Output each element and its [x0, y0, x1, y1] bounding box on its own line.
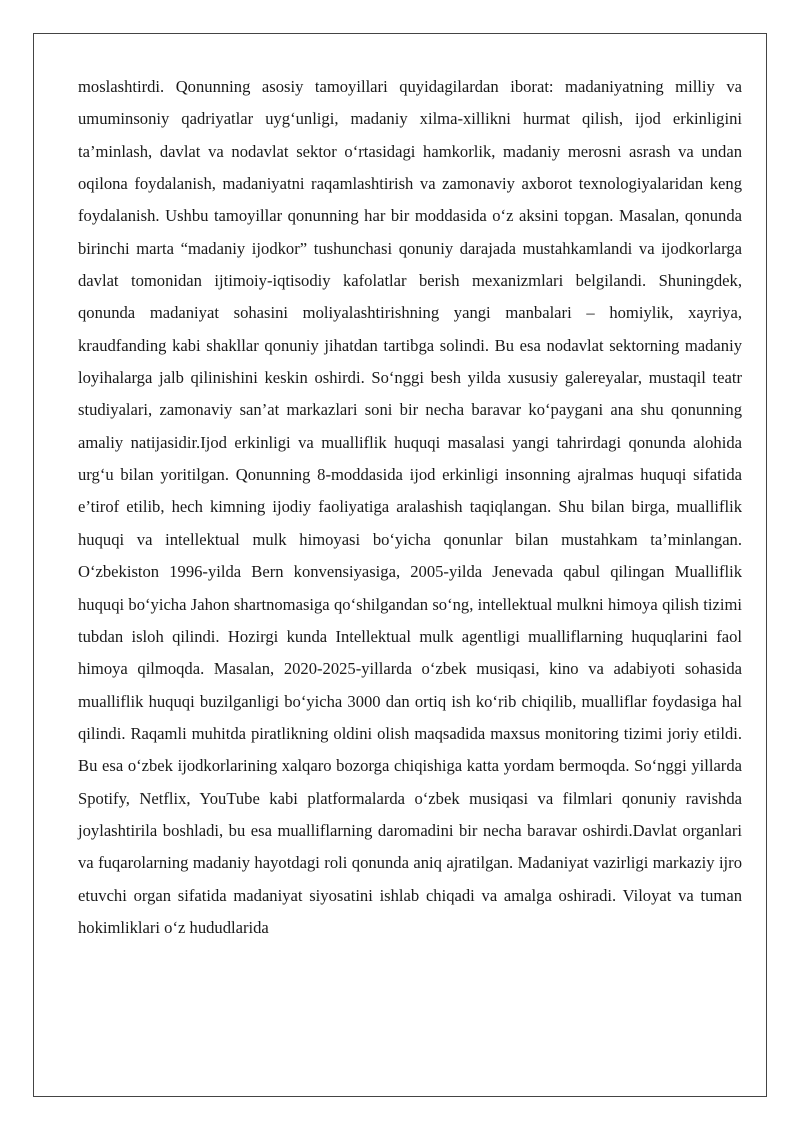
document-body-text: moslashtirdi. Qonunning asosiy tamoyillari quyidagilardan iborat: madaniyatning milliy va umuminsoniy qadriyatlar uyg‘unligi, madaniy xilma-xillikni hurmat qilish, ijod erkinligini ta’minlash, davlat va nodavlat sektor o‘rtasidagi hamkorlik, madaniy merosni asrash va undan oqilona foydalanish, madaniyatni raqamlashtirish va zamonaviy axborot texnologiyalaridan keng foydalanish. Ushbu tamoyillar qonunning har bir moddasida o‘z aksini topgan. Masalan, qonunda birinchi marta “madaniy ijodkor” tushunchasi qonuniy darajada mustahkamlandi va ijodkorlarga davlat tomonidan ijtimoiy-iqtisodiy kafolatlar berish mexanizmlari belgilandi. Shuningdek, qonunda madaniyat sohasini moliyalashtirishning yangi manbalari – homiylik, xayriya, kraudfanding kabi shakllar qonuniy jihatdan tartibga solindi. Bu esa nodavlat sektorning madaniy loyihalarga jalb qilinishini keskin oshirdi. So‘nggi besh yilda xususiy galereyalar, mustaqil teatr studiyalari, zamonaviy san’at markazlari soni bir necha baravar ko‘paygani ana shu qonunning amaliy natijasidir.Ijod erkinligi va mualliflik huquqi masalasi yangi tahrirdagi qonunda alohida urg‘u bilan yoritilgan. Qonunning 8-moddasida ijod erkinligi insonning ajralmas huquqi sifatida e’tirof etilib, hech kimning ijodiy faoliyatiga aralashish taqiqlangan. Shu bilan birga, mualliflik huquqi va intellektual mulk himoyasi bo‘yicha qonunlar bilan mustahkam ta’minlangan. O‘zbekiston 1996-yilda Bern konvensiyasiga, 2005-yilda Jenevada qabul qilingan Mualliflik huquqi bo‘yicha Jahon shartnomasiga qo‘shilgandan so‘ng, intellektual mulkni himoya qilish tizimi tubdan isloh qilindi. Hozirgi kunda Intellektual mulk agentligi mualliflarning huquqlarini faol himoya qilmoqda. Masalan, 2020-2025-yillarda o‘zbek musiqasi, kino va adabiyoti sohasida mualliflik huquqi buzilganligi bo‘yicha 3000 dan ortiq ish ko‘rib chiqilib, mualliflar foydasiga hal qilindi. Raqamli muhitda piratlikning oldini olish maqsadida maxsus monitoring tizimi joriy etildi. Bu esa o‘zbek ijodkorlarining xalqaro bozorga chiqishiga katta yordam bermoqda. So‘nggi yillarda Spotify, Netflix, YouTube kabi platformalarda o‘zbek musiqasi va filmlari qonuniy ravishda joylashtirila boshladi, bu esa mualliflarning daromadini bir necha baravar oshirdi.Davlat organlari va fuqarolarning madaniy hayotdagi roli qonunda aniq ajratilgan. Madaniyat vazirligi markaziy ijro etuvchi organ sifatida madaniyat siyosatini ishlab chiqadi va amalga oshiradi. Viloyat va tuman hokimliklari o‘z hududlarida: [78, 77, 742, 937]
